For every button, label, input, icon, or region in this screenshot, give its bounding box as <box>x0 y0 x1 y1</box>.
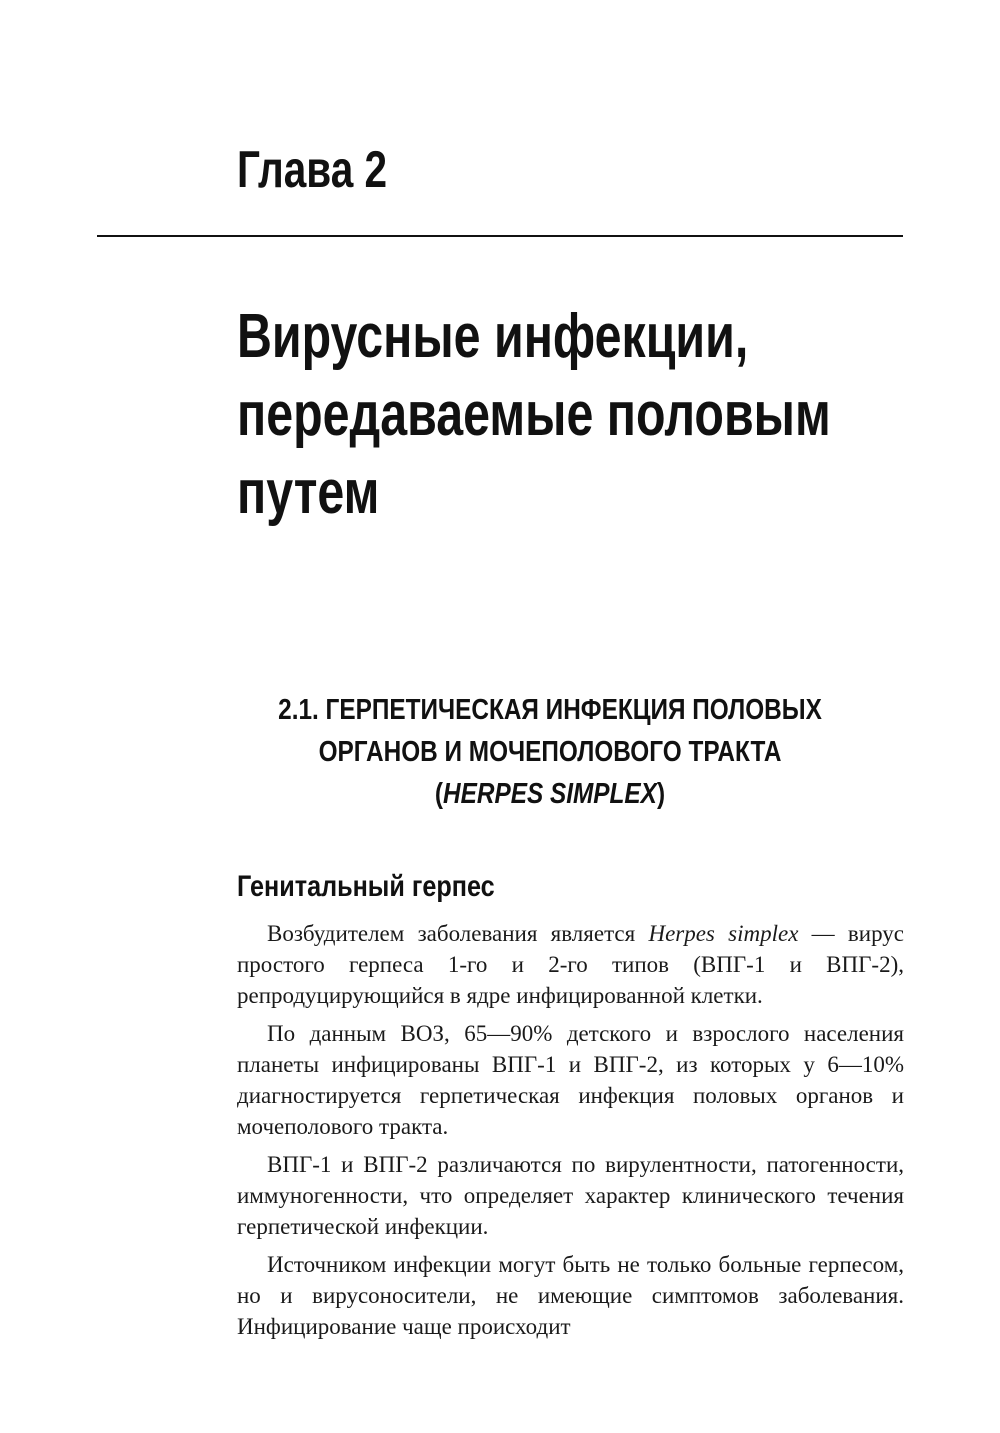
chapter-divider <box>97 235 903 237</box>
chapter-title-line: путем <box>237 458 380 527</box>
section-heading-line <box>256 773 844 815</box>
chapter-title-line: передаваемые половым <box>237 380 831 449</box>
section-heading-latin: HERPES SIMPLEX <box>443 778 657 810</box>
latin-term: Herpes simplex <box>648 921 799 946</box>
paragraph: ВПГ-1 и ВПГ-2 различаются по вирулентности, патогенности, иммуногенности, что определяет характер клинического течения герпетической инфекции. <box>237 1152 904 1239</box>
chapter-label: Глава 2 <box>237 141 388 199</box>
subsection-heading: Генитальный герпес <box>237 870 495 903</box>
chapter-title-line: Вирусные инфекции, <box>237 302 749 371</box>
chapter-title <box>237 298 861 532</box>
paragraph: Источником инфекции могут быть не только больные герпесом, но и вирусоносители, не имеющие симптомов заболевания. Инфицирование чаще происходит <box>237 1252 904 1339</box>
section-heading-paren-open: ( <box>434 778 444 810</box>
paragraph-text: — вирус простого герпеса 1-го и 2-го типов (ВПГ-1 и ВПГ-2), репродуцирующийся в ядре инфицированной клетки. <box>237 921 904 1008</box>
section-heading-line: ОРГАНОВ И МОЧЕПОЛОВОГО ТРАКТА <box>318 736 782 768</box>
paragraph: По данным ВОЗ, 65—90% детского и взрослого населения планеты инфицированы ВПГ-1 и ВПГ-2, из которых у 6—10% диагностируется герпетическая инфекция половых органов и мочеполового тракта. <box>237 1021 904 1139</box>
paragraph-text: Возбудителем заболевания является <box>267 921 649 946</box>
section-heading <box>200 689 900 815</box>
section-heading-paren-close: ) <box>656 778 666 810</box>
section-heading-line: 2.1. ГЕРПЕТИЧЕСКАЯ ИНФЕКЦИЯ ПОЛОВЫХ <box>278 694 822 726</box>
paragraph <box>237 918 904 1011</box>
body-text <box>237 918 904 1342</box>
